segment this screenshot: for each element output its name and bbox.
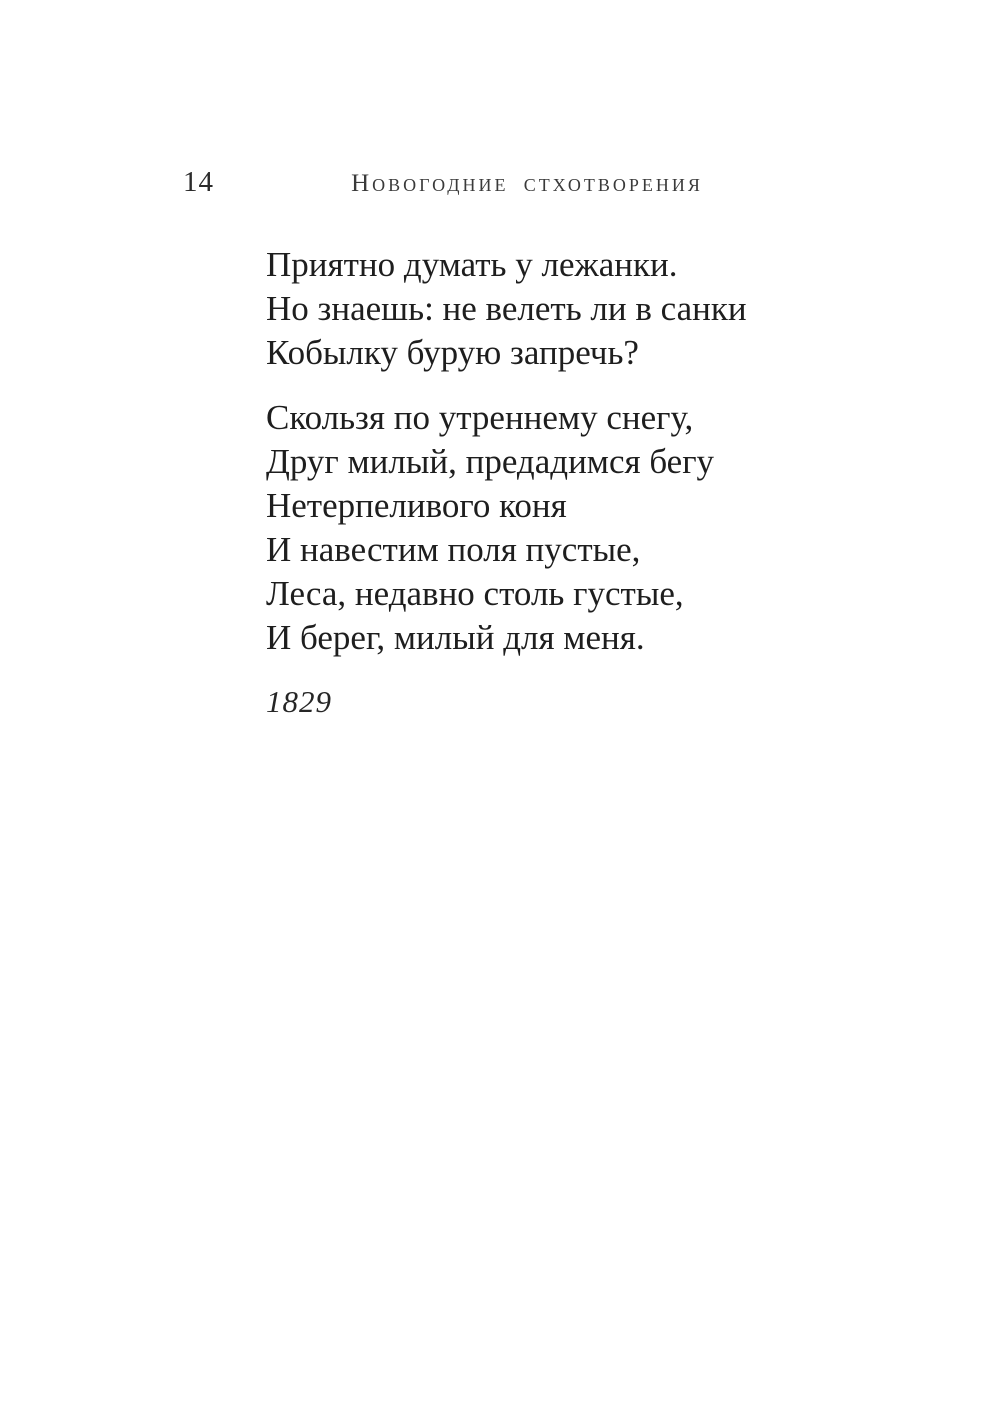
page-number: 14 [183,166,214,198]
running-header: Новогодние стхотворения [351,170,703,197]
poem-line: Но знаешь: не велеть ли в санки [266,289,747,328]
poem [266,243,747,720]
poem-line: Леса, недавно столь густые, [266,574,684,613]
poem-line: Нетерпеливого коня [266,486,567,525]
poem-line: Кобылку бурую запречь? [266,333,639,372]
poem-line: Друг милый, предадимся бегу [266,442,715,481]
poem-line: И берег, милый для меня. [266,618,645,657]
poem-date: 1829 [266,684,332,719]
poem-stanza-2 [266,396,747,660]
poem-stanza-1 [266,243,747,375]
poem-line: И навестим поля пустые, [266,530,641,569]
poem-line: Скользя по утреннему снегу, [266,398,694,437]
poem-line: Приятно думать у лежанки. [266,245,678,284]
